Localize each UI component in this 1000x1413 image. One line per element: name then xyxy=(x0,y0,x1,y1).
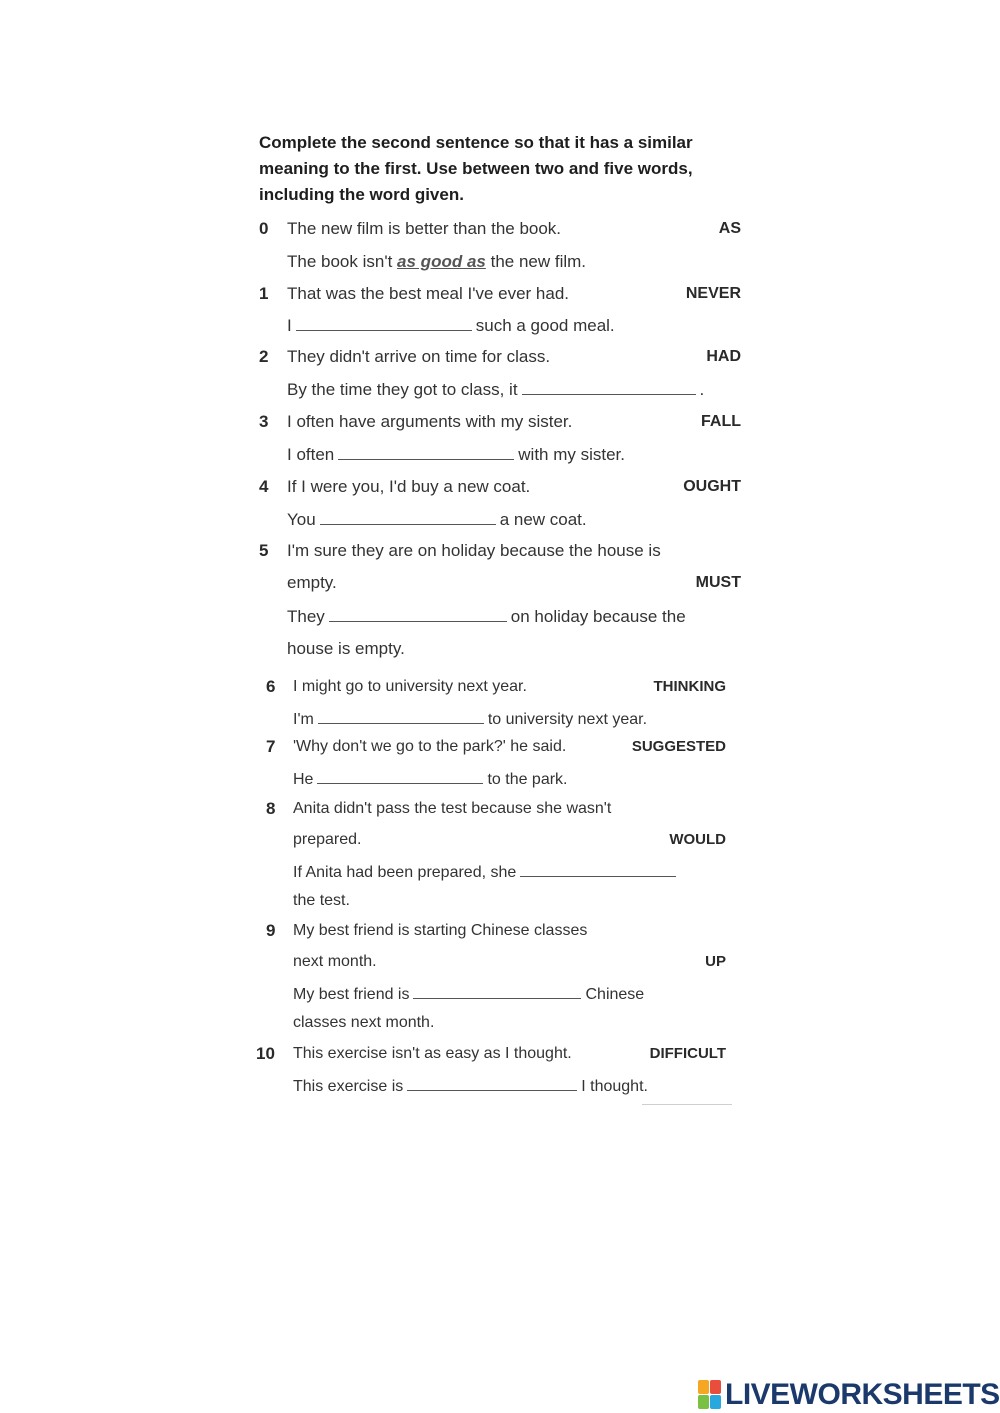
item-first-sentence-cont: next month. xyxy=(293,953,377,970)
item-first-sentence: Anita didn't pass the test because she wasn't xyxy=(293,800,612,817)
sentence-start: The book isn't xyxy=(287,252,393,271)
item-second-sentence-cont: classes next month. xyxy=(293,1014,435,1031)
item-first-sentence: The new film is better than the book. xyxy=(287,219,562,238)
sentence-end: a new coat. xyxy=(499,510,587,529)
sentence-end: the new film. xyxy=(490,252,587,271)
logo-text: LIVEWORKSHEETS xyxy=(725,1378,1000,1411)
sentence-end: such a good meal. xyxy=(475,316,615,335)
item-keyword: THINKING xyxy=(653,678,726,695)
item-first-sentence-cont: empty. xyxy=(287,573,337,592)
item-first-sentence-cont: prepared. xyxy=(293,831,362,848)
sentence-start: My best friend is xyxy=(293,986,410,1003)
item-keyword: MUST xyxy=(695,574,741,591)
sentence-start: I often xyxy=(287,445,335,464)
answer-blank-8[interactable] xyxy=(520,860,676,877)
item-keyword: SUGGESTED xyxy=(631,738,726,755)
divider xyxy=(642,1104,732,1105)
item-number: 3 xyxy=(259,412,269,431)
item-second-sentence xyxy=(293,767,568,791)
item-keyword: FALL xyxy=(701,413,741,430)
item-number: 8 xyxy=(266,799,276,818)
item-number: 0 xyxy=(259,219,269,238)
item-first-sentence: This exercise isn't as easy as I thought. xyxy=(293,1045,572,1062)
item-number: 6 xyxy=(266,677,276,696)
item-second-sentence xyxy=(287,378,704,401)
item-number: 4 xyxy=(259,477,269,496)
item-first-sentence: My best friend is starting Chinese classes xyxy=(293,922,588,939)
sentence-end: to the park. xyxy=(487,771,568,788)
answer-blank-9[interactable] xyxy=(413,982,581,999)
item-number: 9 xyxy=(266,921,276,940)
answer-blank-4[interactable] xyxy=(320,508,496,525)
answer-blank-6[interactable] xyxy=(318,707,484,724)
item-second-sentence xyxy=(293,860,680,884)
sentence-start: I'm xyxy=(293,711,314,728)
answer-blank-10[interactable] xyxy=(407,1074,577,1091)
sentence-end: on holiday because the xyxy=(510,607,686,626)
sentence-end: to university next year. xyxy=(487,711,648,728)
answer-blank-1[interactable] xyxy=(296,314,472,331)
sentence-start: By the time they got to class, it xyxy=(287,380,518,399)
item-number: 10 xyxy=(256,1044,275,1063)
item-first-sentence: 'Why don't we go to the park?' he said. xyxy=(293,738,567,755)
item-keyword: AS xyxy=(718,220,741,237)
item-second-sentence xyxy=(287,508,587,531)
item-second-sentence xyxy=(287,443,625,466)
answer-blank-7[interactable] xyxy=(317,767,483,784)
item-first-sentence: They didn't arrive on time for class. xyxy=(287,347,551,366)
item-keyword: OUGHT xyxy=(683,478,741,495)
item-second-sentence xyxy=(293,982,644,1006)
item-number: 7 xyxy=(266,737,276,756)
item-second-sentence-cont: house is empty. xyxy=(287,639,405,658)
liveworksheets-logo-icon xyxy=(698,1380,722,1410)
answer-blank-3[interactable] xyxy=(338,443,514,460)
sentence-start: He xyxy=(293,771,314,788)
item-second-sentence xyxy=(287,314,615,337)
item-first-sentence: I might go to university next year. xyxy=(293,678,527,695)
item-first-sentence: That was the best meal I've ever had. xyxy=(287,284,570,303)
sentence-start: If Anita had been prepared, she xyxy=(293,864,517,881)
instructions: Complete the second sentence so that it has a similar meaning to the first. Use between two and five words, including the word given. xyxy=(259,133,693,204)
item-keyword: DIFFICULT xyxy=(649,1045,726,1062)
item-first-sentence: I'm sure they are on holiday because the house is xyxy=(287,541,661,560)
item-keyword: UP xyxy=(705,953,726,970)
item-second-sentence-cont: the test. xyxy=(293,892,350,909)
item-second-sentence xyxy=(293,707,647,731)
item-first-sentence: I often have arguments with my sister. xyxy=(287,412,573,431)
item-number: 1 xyxy=(259,284,269,303)
example-answer: as good as xyxy=(397,252,486,271)
liveworksheets-logo xyxy=(698,1378,1000,1412)
item-second-sentence xyxy=(293,1074,648,1098)
item-second-sentence xyxy=(287,251,586,273)
answer-blank-2[interactable] xyxy=(522,378,696,395)
sentence-end: with my sister. xyxy=(518,445,626,464)
item-first-sentence: If I were you, I'd buy a new coat. xyxy=(287,477,531,496)
sentence-end: Chinese xyxy=(585,986,645,1003)
sentence-start: They xyxy=(287,607,325,626)
sentence-start: You xyxy=(287,510,316,529)
item-second-sentence xyxy=(287,605,686,628)
sentence-start: I xyxy=(287,316,292,335)
item-keyword: WOULD xyxy=(669,831,726,848)
item-keyword: NEVER xyxy=(685,285,741,302)
item-keyword: HAD xyxy=(706,348,741,365)
sentence-end: . xyxy=(699,380,705,399)
item-number: 2 xyxy=(259,347,269,366)
item-number: 5 xyxy=(259,541,269,560)
sentence-end: I thought. xyxy=(581,1078,648,1095)
answer-blank-5[interactable] xyxy=(329,605,507,622)
sentence-start: This exercise is xyxy=(293,1078,404,1095)
